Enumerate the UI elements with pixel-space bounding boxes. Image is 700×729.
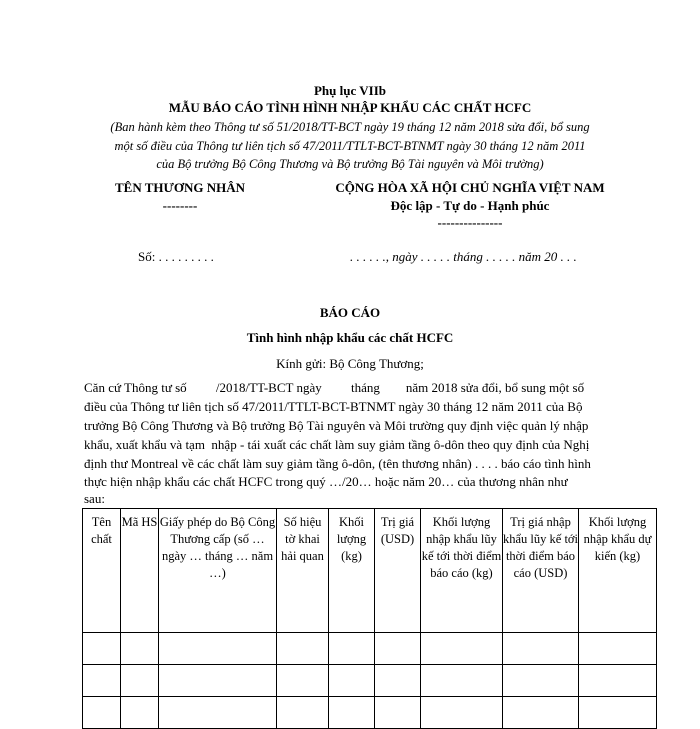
table-cell [159, 665, 277, 697]
report-subtitle: Tình hình nhập khẩu các chất HCFC [246, 330, 454, 345]
table-cell [277, 697, 329, 729]
table-cell [421, 665, 503, 697]
motto-divider: --------------- [437, 215, 503, 230]
table-cell [421, 633, 503, 665]
column-header: Mã HS [121, 509, 159, 633]
body-text-line: trưởng Bộ Công Thương và Bộ trưởng Bộ Tài nguyên và Môi trường quy định việc quản lý nhập [84, 418, 589, 433]
column-header: Trị giá nhập khẩu lũy kế tới thời điểm báo cáo (USD) [503, 509, 579, 633]
trader-divider: -------- [162, 198, 198, 213]
document-number-line: Số: . . . . . . . . . [138, 249, 214, 264]
table-cell [503, 697, 579, 729]
table-cell [329, 633, 375, 665]
column-header: Trị giá (USD) [375, 509, 421, 633]
hcfc-import-table [82, 508, 657, 729]
table-cell [121, 633, 159, 665]
table-row [83, 665, 657, 697]
issued-note-line: một số điều của Thông tư liên tịch số 47/2011/TTLT-BCT-BTNMT ngày 30 tháng 12 năm 2011 [114, 139, 586, 153]
addressee-line: Kính gửi: Bộ Công Thương; [276, 356, 424, 371]
table-cell [83, 633, 121, 665]
column-header: Khối lượng nhập khẩu dự kiến (kg) [579, 509, 657, 633]
issued-note-line: của Bộ trưởng Bộ Công Thương và Bộ trưởng Bộ Tài nguyên và Môi trường) [156, 157, 544, 171]
table-row [83, 697, 657, 729]
date-line: . . . . . ., ngày . . . . . tháng . . . . . năm 20 . . . [350, 249, 577, 264]
table-cell [83, 665, 121, 697]
form-title: MẪU BÁO CÁO TÌNH HÌNH NHẬP KHẨU CÁC CHẤT HCFC [168, 100, 532, 115]
body-text-line: điều của Thông tư liên tịch số 47/2011/TTLT-BCT-BTNMT ngày 30 tháng 12 năm 2011 của Bộ [84, 399, 583, 414]
republic-heading: CỘNG HÒA XÃ HỘI CHỦ NGHĨA VIỆT NAM [335, 180, 605, 195]
table-cell [277, 665, 329, 697]
table-cell [83, 697, 121, 729]
table-cell [121, 697, 159, 729]
body-text-line: khẩu, xuất khẩu và tạm nhập - tái xuất các chất làm suy giảm tầng ô-dôn theo quy định của Nghị [84, 437, 590, 452]
table-cell [375, 665, 421, 697]
trader-name-heading: TÊN THƯƠNG NHÂN [114, 180, 245, 195]
body-text-line: định thư Montreal về các chất làm suy giảm tầng ô-dôn, (tên thương nhân) . . . . báo cáo tình hình [84, 456, 591, 471]
table-cell [329, 665, 375, 697]
table-cell [579, 697, 657, 729]
table-cell [503, 633, 579, 665]
table-cell [503, 665, 579, 697]
column-header: Tên chất [83, 509, 121, 633]
table-row [83, 633, 657, 665]
body-text-line: Căn cứ Thông tư số /2018/TT-BCT ngày tháng năm 2018 sửa đổi, bổ sung một số [84, 380, 585, 395]
issued-note-line: (Ban hành kèm theo Thông tư số 51/2018/TT-BCT ngày 19 tháng 12 năm 2018 sửa đổi, bổ sung [110, 120, 590, 134]
table-cell [579, 633, 657, 665]
appendix-label: Phụ lục VIIb [313, 83, 386, 98]
table-cell [375, 697, 421, 729]
body-text-line: thực hiện nhập khẩu các chất HCFC trong quý …/20… hoặc năm 20… của thương nhân như [84, 474, 568, 489]
table-header-row [83, 509, 657, 633]
column-header: Khối lượng (kg) [329, 509, 375, 633]
body-text-line: sau: [84, 491, 105, 506]
table-cell [579, 665, 657, 697]
table-cell [159, 697, 277, 729]
table-cell [159, 633, 277, 665]
table-cell [329, 697, 375, 729]
column-header: Số hiệu tờ khai hải quan [277, 509, 329, 633]
report-title: BÁO CÁO [319, 305, 381, 320]
table-cell [121, 665, 159, 697]
table-cell [375, 633, 421, 665]
column-header: Khối lượng nhập khẩu lũy kế tới thời điểm báo cáo (kg) [421, 509, 503, 633]
national-motto: Độc lập - Tự do - Hạnh phúc [390, 198, 550, 213]
table-cell [277, 633, 329, 665]
table-cell [421, 697, 503, 729]
column-header: Giấy phép do Bộ Công Thương cấp (số … ngày … tháng … năm …) [159, 509, 277, 633]
